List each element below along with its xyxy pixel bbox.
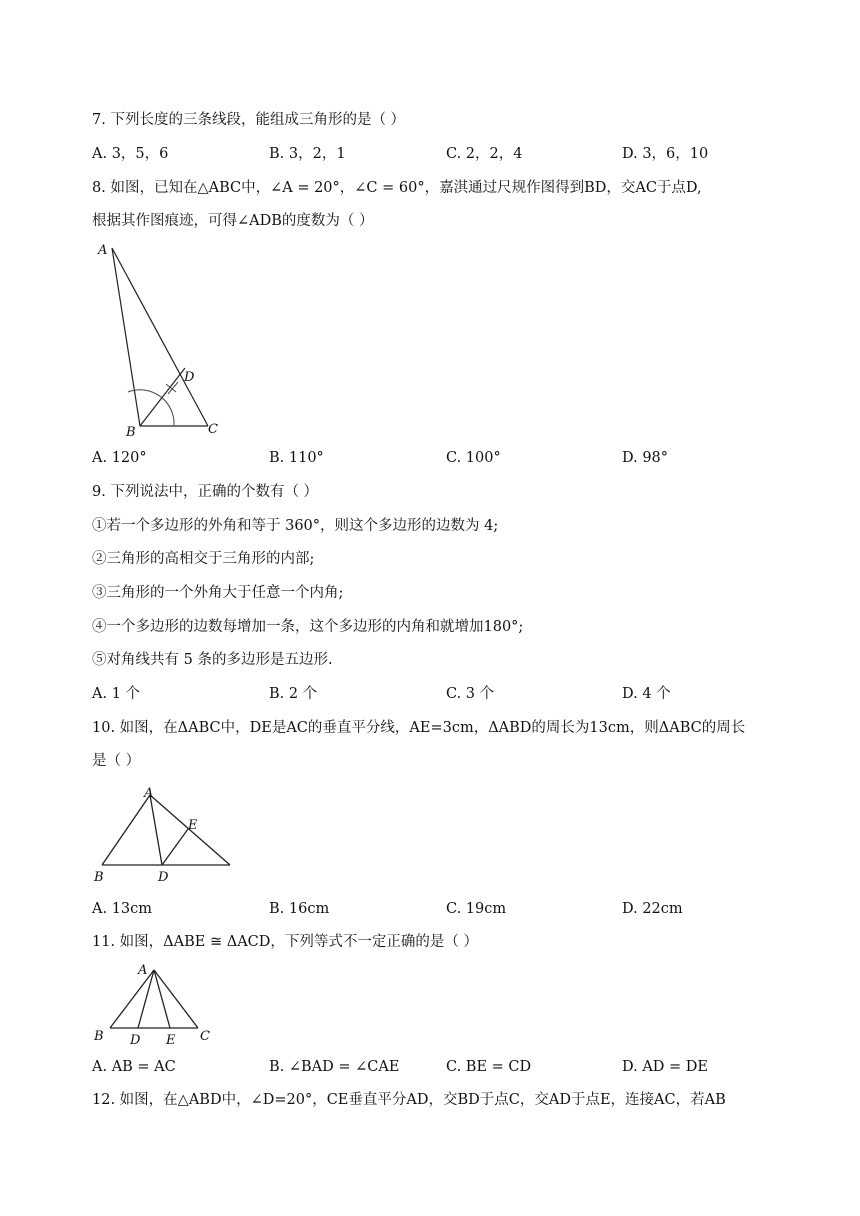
question-11-option-b: B. ∠BAD = ∠CAE — [269, 1059, 400, 1075]
label-c: C — [200, 1029, 210, 1044]
question-9-option-c: C. 3 个 — [446, 686, 495, 702]
question-12-stem: 12. 如图，在△ABD中，∠D=20°，CE垂直平分AD，交BD于点C，交AD于点E，连接AC，若AB — [92, 1092, 726, 1108]
label-e: E — [166, 1033, 176, 1048]
question-9-item-1: ①若一个多边形的外角和等于 360°，则这个多边形的边数为 4; — [92, 518, 499, 534]
side-ab — [110, 970, 154, 1028]
label-a: A — [98, 243, 108, 258]
side-ab — [102, 795, 150, 865]
question-11-option-c: C. BE = CD — [446, 1059, 532, 1075]
question-7-option-a: A. 3，5，6 — [92, 146, 169, 162]
question-9-option-d: D. 4 个 — [622, 686, 671, 702]
question-7-option-b: B. 3，2，1 — [269, 146, 346, 162]
question-11-stem: 11. 如图，ΔABE ≅ ΔACD，下列等式不一定正确的是（ ） — [92, 934, 478, 950]
label-a: A — [144, 786, 154, 801]
question-8-option-b: B. 110° — [269, 450, 324, 466]
question-10-option-a: A. 13cm — [92, 901, 153, 917]
question-10-stem-line-1: 10. 如图，在ΔABC中，DE是AC的垂直平分线，AE=3cm，ΔABD的周长为13cm，则ΔABC的周长 — [92, 720, 746, 736]
question-11-option-d: D. AD = DE — [622, 1059, 709, 1075]
label-d: D — [184, 370, 195, 385]
question-9-option-a: A. 1 个 — [92, 686, 141, 702]
segment-ad — [150, 795, 162, 865]
question-9-item-5: ⑤对角线共有 5 条的多边形是五边形. — [92, 652, 333, 668]
question-8-stem-line-2: 根据其作图痕迹，可得∠ADB的度数为（ ） — [92, 213, 374, 229]
question-11-figure — [90, 958, 220, 1048]
label-b: B — [126, 425, 136, 438]
label-d: D — [130, 1033, 141, 1048]
question-8-option-c: C. 100° — [446, 450, 501, 466]
question-10-figure — [90, 785, 240, 885]
question-10-option-c: C. 19cm — [446, 901, 507, 917]
question-8-option-a: A. 120° — [92, 450, 147, 466]
question-8-option-d: D. 98° — [622, 450, 669, 466]
question-9-item-2: ②三角形的高相交于三角形的内部; — [92, 551, 315, 567]
question-10-stem-line-2: 是（ ） — [92, 753, 141, 769]
question-9-item-3: ③三角形的一个外角大于任意一个内角; — [92, 585, 344, 601]
question-10-option-d: D. 22cm — [622, 901, 683, 917]
label-e: E — [188, 818, 198, 833]
segment-de — [162, 829, 188, 865]
question-7-option-c: C. 2，2，4 — [446, 146, 523, 162]
label-b: B — [94, 870, 104, 885]
question-11-option-a: A. AB = AC — [92, 1059, 176, 1075]
segment-ae — [154, 970, 170, 1028]
question-10-option-b: B. 16cm — [269, 901, 330, 917]
question-9-stem: 9. 下列说法中，正确的个数有（ ） — [92, 484, 319, 500]
question-8-figure — [90, 238, 230, 438]
question-7-stem: 7. 下列长度的三条线段，能组成三角形的是（ ） — [92, 112, 406, 128]
label-c: C — [208, 422, 218, 437]
label-d: D — [158, 870, 169, 885]
segment-bd — [140, 368, 185, 426]
segment-ad — [138, 970, 154, 1028]
question-9-item-4: ④一个多边形的边数每增加一条，这个多边形的内角和就增加180°; — [92, 619, 524, 635]
question-8-stem-line-1: 8. 如图，已知在△ABC中，∠A = 20°，∠C = 60°，嘉淇通过尺规作图得到BD，交AC于点D, — [92, 180, 702, 196]
label-b: B — [94, 1029, 104, 1044]
question-9-option-b: B. 2 个 — [269, 686, 318, 702]
side-ac — [154, 970, 198, 1028]
label-a: A — [138, 963, 148, 978]
question-7-option-d: D. 3，6，10 — [622, 146, 709, 162]
